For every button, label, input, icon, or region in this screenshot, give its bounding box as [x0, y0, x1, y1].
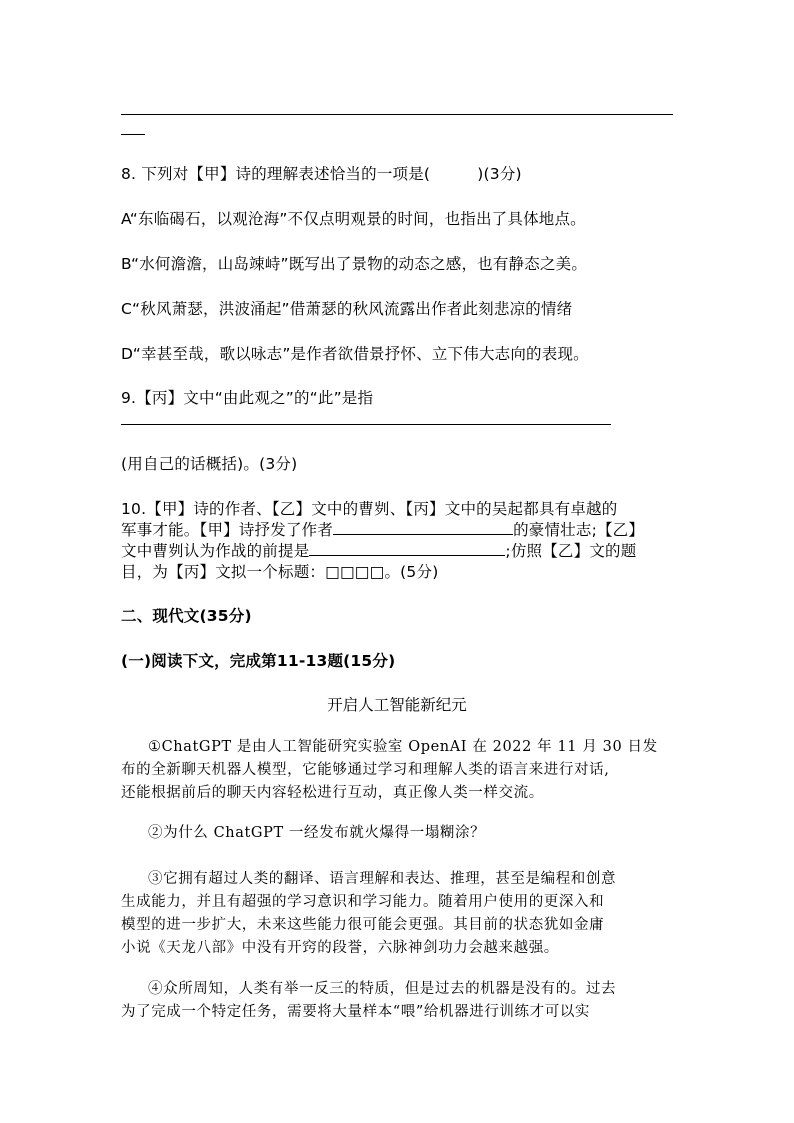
- paragraph-line: ②为什么 ChatGPT 一经发布就火爆得一塌糊涂？: [148, 825, 486, 841]
- q10-blank-2[interactable]: [309, 541, 505, 556]
- q9-tail: (用自己的话概括)。(3分): [121, 455, 298, 473]
- article-paragraph-1: [121, 736, 708, 805]
- paragraph-line: 生成能力，并且有超强的学习意识和学习能力。随着用户使用的更深入和: [121, 894, 605, 910]
- answer-line-end: [121, 134, 145, 135]
- q10-line-2-a: 军事才能。【甲】诗抒发了作者: [121, 521, 334, 539]
- q9-answer-line: [121, 424, 611, 425]
- section-heading: 二、现代文(35分): [121, 607, 252, 625]
- q8-stem: 8. 下列对【甲】诗的理解表述恰当的一项是( )(3分): [121, 165, 522, 183]
- q10-line-4: 目，为【丙】文拟一个标题：□□□□。(5分): [121, 563, 439, 581]
- article-paragraph-4: [121, 978, 708, 1024]
- paragraph-line: 还能根据前后的聊天内容轻松进行互动，真正像人类一样交流。: [121, 785, 544, 801]
- article-paragraph-3: [121, 868, 708, 960]
- q8-option-b: B“水何澹澹，山岛竦峙”既写出了景物的动态之感，也有静态之美。: [121, 255, 588, 273]
- paragraph-line: 布的全新聊天机器人模型，它能够通过学习和理解人类的语言来进行对话,: [121, 762, 610, 778]
- paragraph-line: ④众所周知，人类有举一反三的特质，但是过去的机器是没有的。过去: [148, 981, 617, 997]
- section-sub-heading: (一)阅读下文，完成第11-13题(15分): [121, 652, 396, 670]
- paragraph-line: ③它拥有超过人类的翻译、语言理解和表达、推理，甚至是编程和创意: [148, 871, 617, 887]
- q8-option-c: C“秋风萧瑟，洪波涌起”借萧瑟的秋风流露出作者此刻悲凉的情绪: [121, 300, 573, 318]
- q10-line-3-b: ;仿照【乙】文的题: [505, 542, 637, 560]
- answer-line: [121, 114, 673, 115]
- article-title: 开启人工智能新纪元: [327, 696, 467, 714]
- q8-option-a: A“东临碣石，以观沧海”不仅点明观景的时间，也指出了具体地点。: [121, 210, 586, 228]
- q10-line-2: [121, 518, 644, 540]
- paragraph-line: ①ChatGPT 是由人工智能研究实验室 OpenAI 在 2022 年 11 月 30 日发: [148, 739, 658, 755]
- q9-stem: 9.【丙】文中“由此观之”的“此”是指: [121, 389, 374, 407]
- paragraph-line: 小说《天龙八部》中没有开窍的段誉，六脉神剑功力会越来越强。: [121, 940, 559, 956]
- q10-line-3: [121, 539, 636, 561]
- paragraph-line: 为了完成一个特定任务，需要将大量样本“喂”给机器进行训练才可以实: [121, 1004, 591, 1020]
- q10-line-2-b: 的豪情壮志;【乙】: [513, 521, 645, 539]
- q10-blank-1[interactable]: [333, 520, 513, 535]
- paragraph-line: 模型的进一步扩大，未来这些能力很可能会更强。其目前的状态犹如金庸: [121, 917, 605, 933]
- q10-line-3-a: 文中曹刿认为作战的前提是: [121, 542, 310, 560]
- q8-option-d: D“幸甚至哉，歌以咏志”是作者欲借景抒怀、立下伟大志向的表现。: [121, 345, 589, 363]
- article-paragraph-2: [148, 822, 708, 845]
- q10-line-1: 10.【甲】诗的作者、【乙】文中的曹刿、【丙】文中的吴起都具有卓越的: [121, 500, 618, 518]
